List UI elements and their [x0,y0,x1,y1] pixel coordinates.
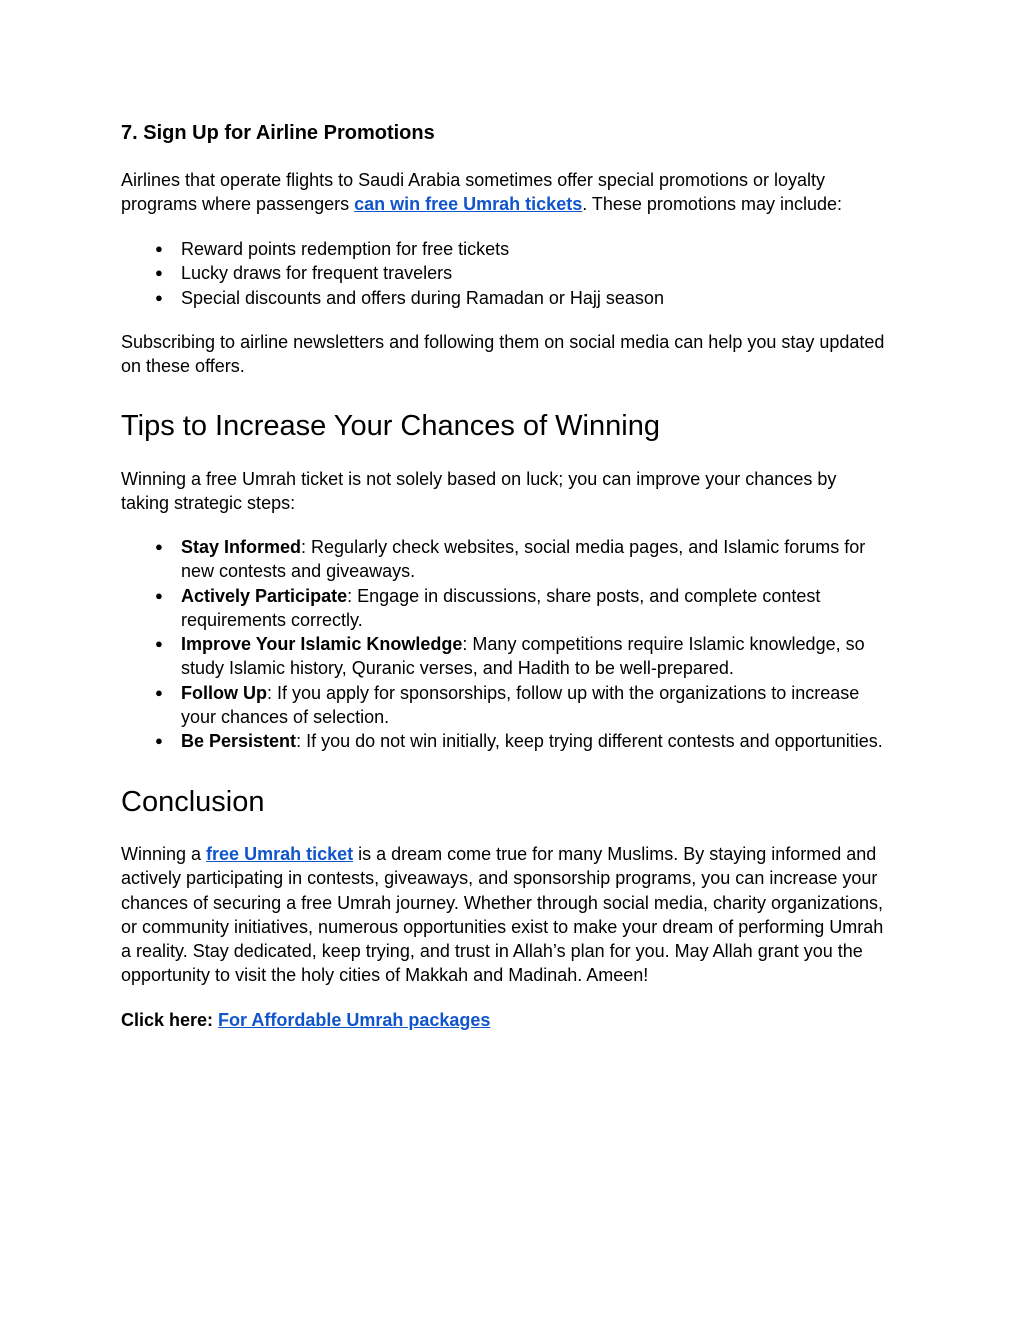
list-item-line: new contests and giveaways. [181,561,416,582]
paragraph-line [121,1008,911,1032]
bullet-icon: ● [155,289,163,305]
bullet-icon: ● [155,587,163,603]
bullet-icon: ● [155,265,163,281]
tip-term: Be Persistent [181,731,297,752]
list-item [121,535,911,584]
list-item [121,632,911,681]
list-item-line: study Islamic history, Quranic verses, and Hadith to be well-prepared. [181,658,734,679]
affordable-umrah-packages-link[interactable]: For Affordable Umrah packages [218,1010,491,1030]
tip-text: : If you do not win initially, keep trying different contests and opportunities. [296,731,883,752]
airline-outro-paragraph [121,330,911,379]
tips-intro-paragraph [121,467,911,516]
tip-term: Improve Your Islamic Knowledge [181,634,463,655]
promotions-list [121,237,911,310]
bullet-icon: ● [155,733,163,749]
text-span: is a dream come true for many Muslims. By staying informed and [353,844,877,864]
list-item [121,237,911,261]
tip-term: Follow Up [181,682,267,703]
list-item-line [181,681,911,705]
bullet-icon: ● [155,241,163,256]
bullet-icon: ● [155,539,163,554]
list-item-line [181,632,911,656]
section-heading-airline-promotions: 7. Sign Up for Airline Promotions [121,122,435,144]
list-item-text: Special discounts and offers during Ramadan or Hajj season [181,287,664,308]
paragraph-line: Subscribing to airline newsletters and following them on social media can help you stay updated [121,332,885,352]
paragraph-line: taking strategic steps: [121,493,296,514]
list-item-text: Lucky draws for frequent travelers [181,263,453,284]
paragraph-line: Winning a free Umrah ticket is not solely based on luck; you can improve your chances by [121,469,837,489]
list-item-text: Reward points redemption for free tickets [181,239,510,259]
bullet-icon: ● [155,684,163,700]
list-item [121,729,911,753]
airline-intro-paragraph [121,168,911,217]
list-item [121,584,911,633]
paragraph-line [121,192,911,216]
paragraph-line: or community initiatives, numerous opportunities exist to make your dream of performing Umrah [121,916,884,937]
tip-text: : Many competitions require Islamic knowledge, so [462,634,865,655]
cta-label: Click here: [121,1010,219,1030]
conclusion-paragraph [121,842,911,988]
paragraph-line [121,842,911,866]
paragraph-line: Airlines that operate flights to Saudi Arabia sometimes offer special promotions or loyalty [121,170,826,190]
paragraph-line: a reality. Stay dedicated, keep trying, and trust in Allah’s plan for you. May Allah grant you the [121,941,863,962]
list-item [121,286,911,310]
bullet-icon: ● [155,636,163,652]
paragraph-line: actively participating in contests, giveaways, and sponsorship programs, you can increase your [121,868,878,889]
list-item-line: your chances of selection. [181,707,390,728]
list-item [121,681,911,730]
win-free-umrah-tickets-link[interactable]: can win free Umrah tickets [354,194,583,215]
list-item-line [181,584,911,608]
list-item-line [181,729,911,753]
tip-text: : If you apply for sponsorships, follow up with the organizations to increase [266,682,860,703]
tip-term: Stay Informed [181,537,302,557]
text-span: . These promotions may include: [582,194,843,215]
text-span: Winning a [121,844,207,864]
free-umrah-ticket-link[interactable]: free Umrah ticket [206,844,354,864]
list-item [121,261,911,285]
list-item-line [181,535,911,559]
cta-paragraph [121,1008,911,1032]
tips-heading: Tips to Increase Your Chances of Winning [121,410,660,442]
tips-list [121,535,911,754]
list-item-line: requirements correctly. [181,609,363,630]
paragraph-line: opportunity to visit the holy cities of Makkah and Madinah. Ameen! [121,965,649,986]
paragraph-line: chances of securing a free Umrah journey. Whether through social media, charity organizations, [121,892,884,913]
text-span: programs where passengers [121,194,355,215]
paragraph-line: on these offers. [121,356,245,377]
tip-text: : Regularly check websites, social media pages, and Islamic forums for [301,537,866,557]
conclusion-heading: Conclusion [121,786,265,818]
tip-text: : Engage in discussions, share posts, and complete contest [347,585,821,606]
tip-term: Actively Participate [181,585,348,606]
